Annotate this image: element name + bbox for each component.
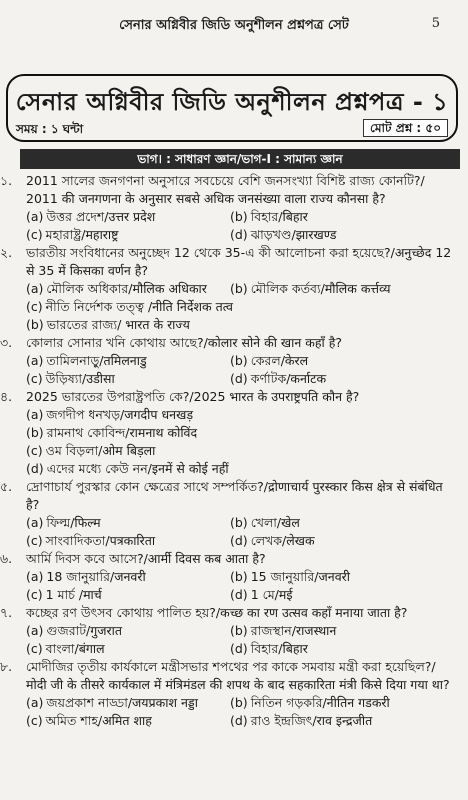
option-text: রামনাথ কোবিন্দ/रामनाथ कोविंद [46,425,198,440]
option-text: লেখক/लेखक [250,533,315,548]
question-item [0,604,468,658]
option-label: (a) [26,281,44,296]
option-label: (d) [26,461,44,476]
option-label: (d) [230,641,248,656]
question-text: মোদীজির তৃতীয় কার্যকালে মন্ত্রীসভার শপথের পর কাকে সমবায় মন্ত্রী করা হয়েছিল?/ मोदी जी के तीसरे कार्यकाल में मंत्रिमंडल की शपथ के बाद सहकारिता मंत्री किसे दिया गया था? [26,659,450,692]
answer-option [26,352,230,370]
option-label: (a) [26,569,44,584]
paper-title: সেনার অগ্নিবীর জিডি অনুশীলন প্রশ্নপত্র - ১ [15,88,449,116]
option-text: ফিল্ম/फिल्म [46,515,101,530]
option-label: (b) [230,353,248,368]
option-text: উড়িষ্যা/उडीसा [45,371,115,386]
question-number: ১. [0,173,13,188]
option-text: মহারাষ্ট্র/महाराष्ट्र [45,227,119,242]
option-label: (c) [26,641,43,656]
page-number: 5 [431,16,440,31]
option-label: (d) [230,587,248,602]
option-text: এদের মধ্যে কেউ নন/इनमें से कोई नहीं [46,461,229,476]
option-label: (d) [230,533,248,548]
question-item [0,334,468,388]
question-number: ৬. [0,551,13,566]
question-number: ৩. [0,335,13,350]
answer-option [26,514,230,532]
answer-option [26,208,230,226]
option-label: (b) [26,317,44,332]
option-text: 1 মার্চ /मार्च [45,587,102,602]
option-text: ভারতের রাজ্য/ भारत के राज्य [46,317,190,332]
option-text: খেলা/खेल [250,515,300,530]
answer-option [26,370,230,388]
answer-option [26,298,456,316]
question-number: ৫. [0,479,13,494]
question-text: দ্রোণাচার্য পুরস্কার কোন ক্ষেত্রের সাথে সম্পর্কিত?/द्रोणाचार्य पुरस्कार किस क्षेत्र से संबंधित है? [26,479,443,512]
option-label: (a) [26,209,44,224]
option-label: (d) [230,227,248,242]
option-label: (b) [230,209,248,224]
option-text: বাংলা/बंगाल [45,641,105,656]
answer-option [26,568,230,586]
option-text: জগদীপ ধনখড়/जगदीप धनखड़ [46,407,194,422]
option-text: কর্ণাটক/कर्नाटक [250,371,327,386]
answer-option [26,406,456,424]
answer-option [230,370,456,388]
option-text: অমিত শাহ/अमित शाह [45,713,152,728]
question-item [0,244,468,334]
option-label: (a) [26,695,44,710]
answer-option [26,226,230,244]
option-label: (a) [26,407,44,422]
answer-option [26,280,230,298]
option-label: (c) [26,227,43,242]
option-label: (a) [26,623,44,638]
answer-option [26,712,230,730]
option-list [26,514,456,550]
answer-option [230,532,456,550]
option-text: মৌলিক কর্তব্য/मौलिक कर्त्तव्य [250,281,391,296]
option-text: বিহার/बिहार [250,209,308,224]
answer-option [230,352,456,370]
option-text: রাও ইন্দ্রজিৎ/राव इन्द्रजीत [250,713,373,728]
answer-option [230,280,456,298]
option-label: (c) [26,299,43,314]
answer-option [230,712,456,730]
option-label: (c) [26,587,43,602]
question-number: ২. [0,245,13,260]
option-text: গুজরাট/गुजरात [46,623,123,638]
question-text: 2025 ভারতের উপরাষ্ট্রপতি কে?/2025 भारत के उपराष्ट्रपति कौन है? [26,389,360,404]
option-label: (c) [26,533,43,548]
option-text: কেরল/केरल [250,353,309,368]
option-label: (b) [230,623,248,638]
option-label: (b) [230,695,248,710]
option-list [26,208,456,244]
option-label: (b) [230,569,248,584]
option-text: বিহার/बिहार [250,641,308,656]
answer-option [26,460,456,478]
question-text: আর্মি দিবস কবে আসে?/आर्मी दिवस कब आता है? [26,551,266,566]
option-label: (b) [230,281,248,296]
answer-option [230,586,456,604]
question-number: ৭. [0,605,13,620]
answer-option [230,568,456,586]
answer-option [26,532,230,550]
question-list [0,172,468,730]
answer-option [230,514,456,532]
option-list [26,406,456,478]
answer-option [230,640,456,658]
answer-option [230,622,456,640]
running-header-title: সেনার অগ্নিবীর জিডি অনুশীলন প্রশ্নপত্র সেট [119,18,349,33]
option-text: সাংবাদিকতা/पत्रकारिता [45,533,156,548]
option-label: (d) [230,713,248,728]
option-label: (a) [26,353,44,368]
section-heading: ভাগ। : সাধারণ জ্ঞান/ভাগ-I : সামান্য জ্ঞান [20,149,460,169]
option-label: (b) [26,425,44,440]
option-text: 1 মে/मई [250,587,293,602]
question-text: 2011 সালের জনগণনা অনুসারে সবচেয়ে বেশি জনসংখ্যা বিশিষ্ট রাজ্য কোনটি?/ 2011 की जनगणना के अनुसार सबसे अधिक जनसंख्या वाला राज्य कौनसा है? [26,173,425,206]
question-item [0,478,468,550]
option-text: মৌলিক অধিকার/मौलिक अधिकार [46,281,207,296]
question-item [0,658,468,730]
question-number: ৪. [0,389,13,404]
option-list [26,280,456,334]
question-text: কচ্ছের রণ উৎসব কোথায় পালিত হয়?/कच्छ का रण उत्सव कहाँ मनाया जाता है? [26,605,408,620]
option-text: ঝাড়খণ্ড/झारखण्ड [250,227,337,242]
option-text: তামিলনাড়ু/तमिलनाडु [46,353,147,368]
question-item [0,550,468,604]
option-text: নীতি নির্দেশক তত্ত্ব /नीति निर्देशक तत्व [45,299,233,314]
answer-option [26,424,456,442]
exam-duration: সময় : ১ ঘন্টা [16,122,84,136]
option-label: (b) [230,515,248,530]
answer-option [26,694,230,712]
answer-option [26,442,456,460]
option-text: উত্তর প্রদেশ/उत्तर प्रदेश [46,209,156,224]
answer-option [26,622,230,640]
answer-option [26,316,456,334]
answer-option [26,640,230,658]
option-list [26,568,456,604]
option-text: 18 জানুয়ারি/जनवरी [46,569,146,584]
question-number: ৮. [0,659,13,674]
option-text: নিতিন গড়করি/नीतिन गडकरी [250,695,390,710]
option-text: রাজস্থান/राजस्थान [250,623,337,638]
option-text: জয়প্রকাশ নাড্ডা/जयप्रकाश नड्डा [46,695,198,710]
question-item [0,172,468,244]
answer-option [230,694,456,712]
answer-option [230,226,456,244]
option-text: 15 জানুয়ারি/जनवरी [250,569,351,584]
option-label: (c) [26,371,43,386]
answer-option [26,586,230,604]
option-label: (d) [230,371,248,386]
option-list [26,694,456,730]
option-label: (a) [26,515,44,530]
option-label: (c) [26,443,43,458]
option-list [26,352,456,388]
option-list [26,622,456,658]
paper-title-box [6,74,458,142]
question-item [0,388,468,478]
answer-option [230,208,456,226]
question-text: ভারতীয় সংবিধানের অনুচ্ছেদ 12 থেকে 35-এ কী আলোচনা করা হয়েছে?/अनुच्छेद 12 से 35 में किसका वर्णन है? [26,245,452,278]
question-text: কোলার সোনার খনি কোথায় আছে?/कोलार सोने की खान कहाँ है? [26,335,342,350]
option-label: (c) [26,713,43,728]
total-questions: মোট প্রশ্ন : ৫০ [363,119,448,137]
option-text: ওম বিড়লা/ओम बिड़ला [45,443,156,458]
